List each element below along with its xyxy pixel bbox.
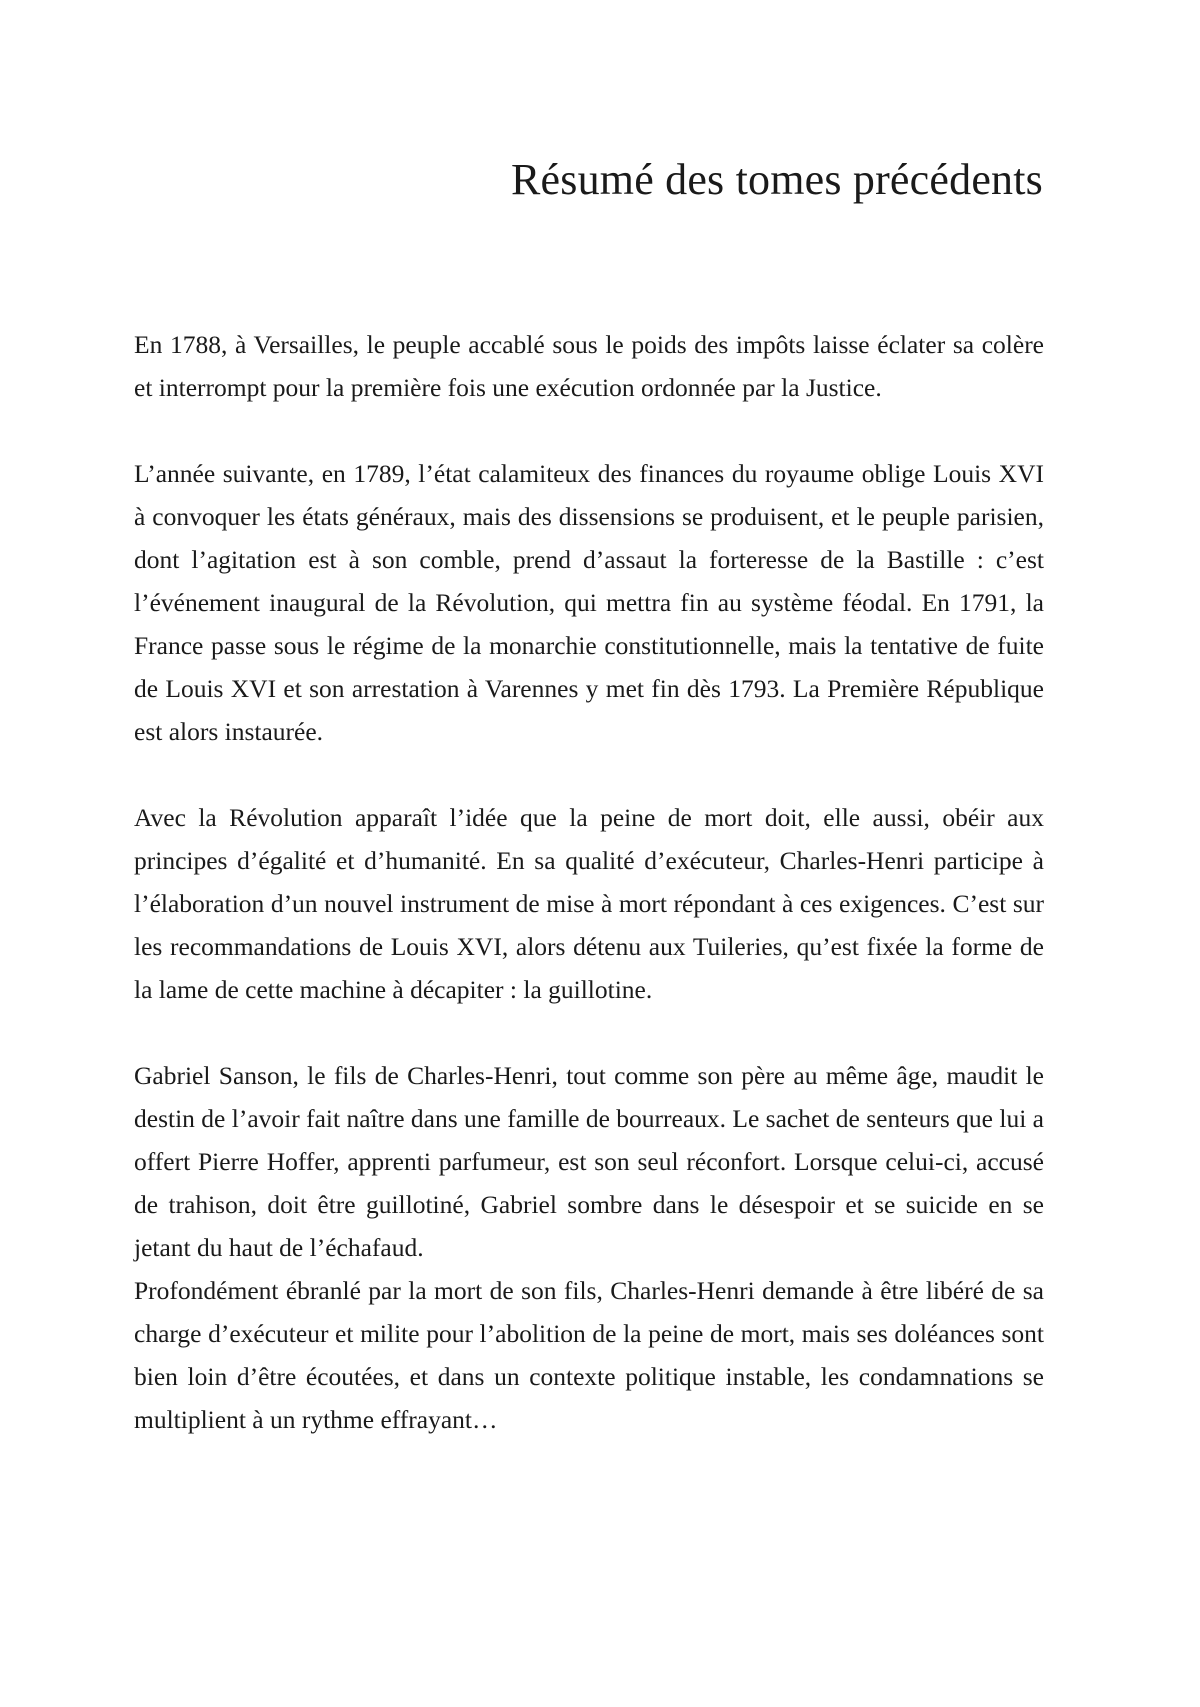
paragraph-guillotine: Avec la Révolution apparaît l’idée que la peine de mort doit, elle aussi, obéir aux principes d’égalité et d’humanité. En sa qualité d’exécuteur, Charles-Henri participe à l’élaboration d’un nouvel instrument de mise à mort répondant à ces exigences. C’est sur les recommandations de Louis XVI, alors détenu aux Tuileries, qu’est fixée la forme de la lame de cette machine à décapiter : la guillotine. — [134, 803, 1044, 1004]
page-title: Résumé des tomes précédents — [510, 155, 1043, 204]
paragraph-charles-henri: Profondément ébranlé par la mort de son fils, Charles-Henri demande à être libéré de sa charge d’exécuteur et milite pour l’abolition de la peine de mort, mais ses doléances sont bien loin d’être écoutées, et dans un contexte politique instable, les condamnations se multiplient à un rythme effrayant… — [134, 1276, 1044, 1434]
paragraph-1788-versailles: En 1788, à Versailles, le peuple accablé sous le poids des impôts laisse éclater sa colère et interrompt pour la première fois une exécution ordonnée par la Justice. — [134, 330, 1044, 402]
paragraph-gabriel-sanson: Gabriel Sanson, le fils de Charles-Henri, tout comme son père au même âge, maudit le destin de l’avoir fait naître dans une famille de bourreaux. Le sachet de senteurs que lui a offert Pierre Hoffer, apprenti parfumeur, est son seul réconfort. Lorsque celui-ci, accusé de trahison, doit être guillotiné, Gabriel sombre dans le désespoir et se suicide en se jetant du haut de l’échafaud. — [134, 1061, 1044, 1262]
paragraph-1789-revolution: L’année suivante, en 1789, l’état calamiteux des finances du royaume oblige Louis XVI à convoquer les états généraux, mais des dissensions se produisent, et le peuple parisien, dont l’agitation est à son comble, prend d’assaut la forteresse de la Bastille : c’est l’événement inaugural de la Révolution, qui mettra fin au système féodal. En 1791, la France passe sous le régime de la monarchie constitutionnelle, mais la tentative de fuite de Louis XVI et son arrestation à Varennes y met fin dès 1793. La Première République est alors instaurée. — [134, 459, 1044, 746]
summary-body — [134, 323, 1044, 1441]
